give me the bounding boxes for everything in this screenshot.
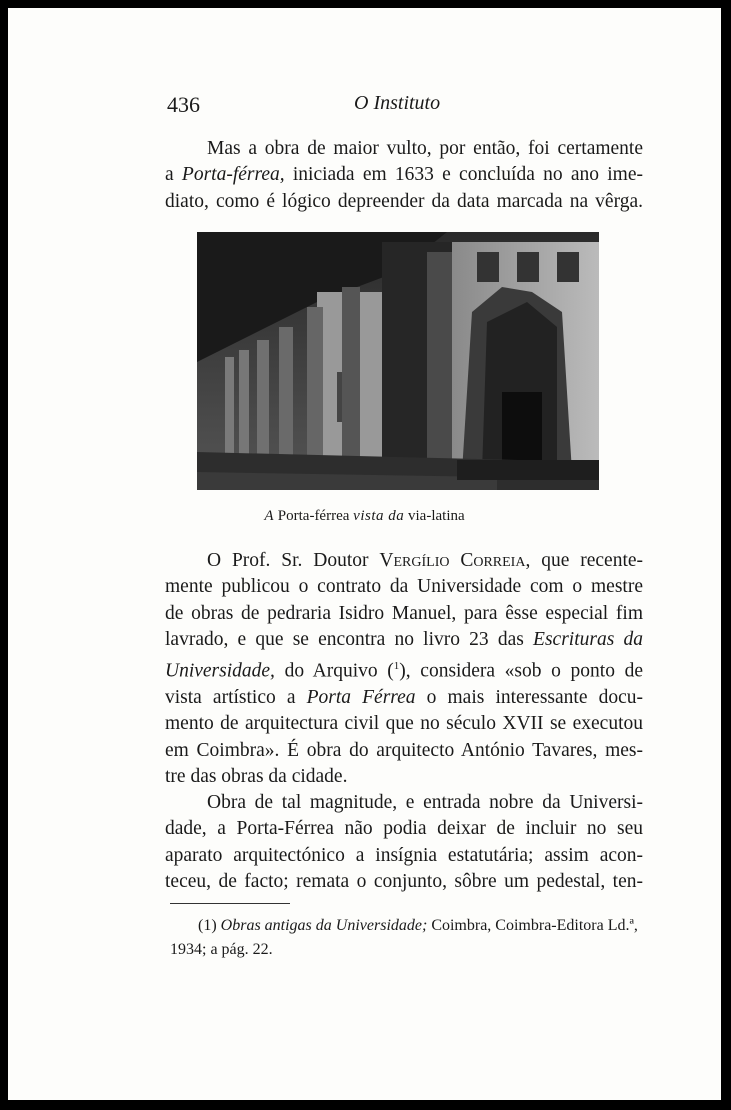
- text-run: iniciada em 1633 e concluída no ano ime-: [284, 164, 643, 186]
- porta-ferrea-italic: Porta Férrea: [306, 686, 416, 708]
- photograph-porta-ferrea: [197, 232, 599, 490]
- paragraph-intro: [165, 136, 643, 215]
- footnote: [170, 914, 640, 962]
- text-run: do Arquivo (: [274, 660, 394, 682]
- text-run: lavrado, e que se encontra no livro 23 das: [165, 628, 534, 650]
- text-line: Mas a obra de maior vulto, por então, foi certamente: [207, 138, 643, 159]
- work-title: Universidade,: [165, 660, 275, 682]
- footnote-divider: [170, 903, 290, 904]
- text-run: a: [165, 164, 182, 186]
- text-run: O Prof. Sr. Doutor: [207, 550, 380, 571]
- text-line: aparato arquitectónico a insígnia estatutária; assim acon-: [165, 844, 643, 866]
- text-line: de obras de pedraria Isidro Manuel, para êsse especial fim: [165, 602, 643, 624]
- porta-ferrea-italic: Porta-férrea,: [181, 164, 285, 186]
- book-page: [8, 8, 721, 1100]
- caption-italic: vista da: [353, 508, 405, 524]
- caption-italic-a: A: [264, 508, 275, 524]
- text-line: em Coimbra». É obra do arquitecto António Tavares, mes-: [165, 739, 643, 761]
- text-line: [165, 548, 643, 574]
- footnote-line: 1934; a pág. 22.: [170, 941, 273, 958]
- footnote-text: Coimbra, Coimbra-Editora Ld.ª,: [427, 917, 638, 934]
- footnote-title: Obras antigas da Universidade;: [220, 917, 428, 934]
- paragraph-magnitude: [165, 790, 643, 895]
- text-line: diato, como é lógico depreender da data marcada na vêrga.: [165, 190, 643, 212]
- author-name: Vergílio Correia: [379, 550, 526, 571]
- page-number: 436: [167, 92, 200, 117]
- text-run: , que recente-: [525, 550, 644, 571]
- text-run: o mais interessante docu-: [415, 686, 643, 708]
- text-line: [165, 627, 643, 653]
- text-line: mento de arquitectura civil que no século XVII se executou: [165, 713, 643, 735]
- caption-text: via-latina: [404, 508, 465, 524]
- text-line: mente publicou o contrato da Universidade com o mestre: [165, 576, 643, 598]
- text-line: [165, 685, 643, 711]
- footnote-marker: (1): [198, 917, 217, 934]
- running-title: O Instituto: [354, 92, 441, 114]
- figure-caption: [8, 508, 721, 525]
- text-line: dade, a Porta-Férrea não podia deixar de incluir no seu: [165, 818, 643, 840]
- work-title: Escrituras da: [533, 628, 643, 650]
- text-line: [165, 653, 643, 685]
- text-run: vista artístico a: [165, 686, 307, 708]
- footnote-line: [170, 914, 640, 938]
- footnote-ref: 1: [393, 660, 400, 673]
- text-line: tre das obras da cidade.: [165, 765, 348, 787]
- paragraph-contract: [165, 548, 643, 790]
- text-line: teceu, de facto; remata o conjunto, sôbre um pedestal, ten-: [165, 870, 643, 892]
- caption-text: Porta-férrea: [274, 508, 354, 524]
- page-header: [8, 92, 721, 120]
- text-line: [165, 162, 643, 188]
- text-line: Obra de tal magnitude, e entrada nobre da Universi-: [207, 792, 643, 813]
- photograph-image: [197, 232, 599, 490]
- text-run: ), considera «sob o ponto de: [399, 660, 643, 682]
